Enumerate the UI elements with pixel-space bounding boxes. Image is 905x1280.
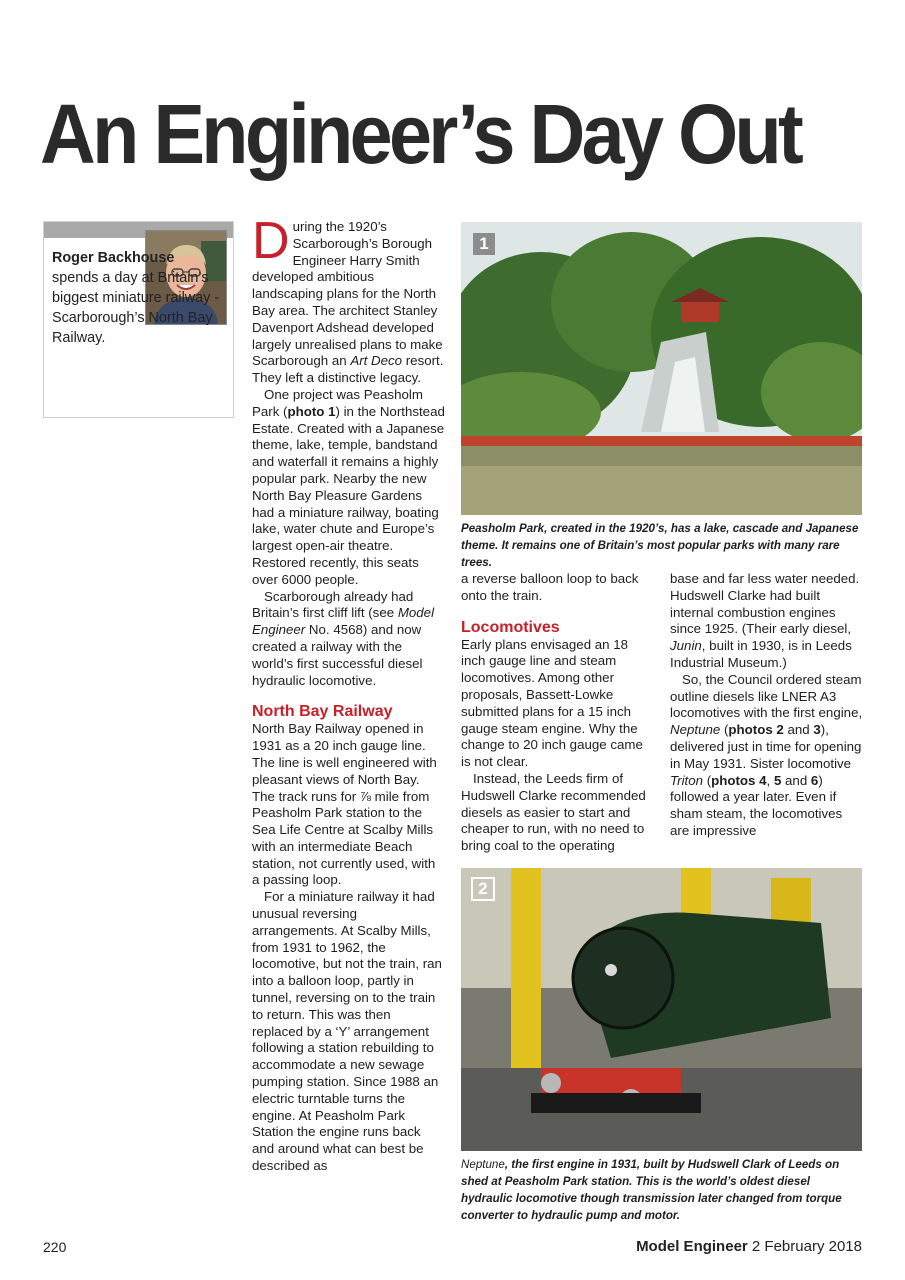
photo-number-badge-2: 2 xyxy=(471,877,495,901)
photo-caption-2: Neptune, the first engine in 1931, built by Hudswell Clark of Leeds on shed at Peasholm Park station. This is the world’s oldest diesel hydraulic locomotive though transmission later changed from torque converter to hydraulic pump and motor. xyxy=(461,1158,842,1222)
text-column-1 xyxy=(252,212,445,1175)
caption-loco-name: Neptune xyxy=(461,1158,505,1171)
page-number: 220 xyxy=(43,1239,67,1255)
article-title: An Engineer’s Day Out xyxy=(40,87,801,181)
paragraph-early-plans: Early plans envisaged an 18 inch gauge line and steam locomotives. Among other proposals, Bassett-Lowke submitted plans for a 15 inch gauge steam engine. Why the change to 20 inch gauge came is not clear. xyxy=(461,636,643,770)
paragraph-peasholm: One project was Peasholm Park (photo 1) in the Northstead Estate. Created with a Japanese theme, lake, temple, bandstand and waterfall it remains a highly popular park. Nearby the new North Bay Pleasure Gardens had a miniature railway, boating lake, water chute and Europe’s largest open-air theatre. Restored recently, this seats over 6000 people. xyxy=(252,386,445,587)
heading-locomotives: Locomotives xyxy=(461,618,560,636)
footer-publication xyxy=(636,1238,862,1255)
heading-north-bay-railway: North Bay Railway xyxy=(252,703,393,721)
paragraph-council: So, the Council ordered steam outline diesels like LNER A3 locomotives with the first engine, Neptune (photos 2 and 3), delivered just in time for opening in May 1931. Sister locomotive Triton (photos 4, 5 and 6) followed a year later. Even if sham steam, the locomotives are impressive xyxy=(670,671,863,838)
author-blurb xyxy=(52,248,227,348)
text-column-2 xyxy=(461,571,654,855)
paragraph-reversing: For a miniature railway it had unusual reversing arrangements. At Scalby Mills, from 1931 to 1962, the locomotive, but not the train, ran into a balloon loop, partly in tunnel, reversing on to the train to return. This was then replaced by a ‘Y’ arrangement following a station rebuilding to accommodate a new sewage pumping station. Since 1988 an electric turntable turns the engine. At Peasholm Park Station the engine runs back and around what can best be described as xyxy=(252,889,442,1174)
neptune-locomotive-image xyxy=(461,868,862,1151)
photo-peasholm-park xyxy=(461,222,862,515)
drop-cap: D xyxy=(252,212,290,270)
author-description: spends a day at Britain’s biggest miniature railway - Scarborough’s North Bay Railway. xyxy=(52,270,220,346)
paragraph-balloon: a reverse balloon loop to back onto the train. xyxy=(461,571,639,603)
author-box xyxy=(43,221,234,418)
paragraph-intro: During the 1920’s Scarborough’s Borough Engineer Harry Smith developed ambitious landscaping plans for the North Bay area. The architect Stanley Davenport Adshead developed largely unrealised plans to make Scarborough an Art Deco resort. They left a distinctive legacy. xyxy=(252,212,444,386)
paragraph-base: base and far less water needed. Hudswell Clarke had built internal combustion engines since 1925. (Their early diesel, Junin, built in 1930, is in Leeds Industrial Museum.) xyxy=(670,571,860,670)
text-column-3 xyxy=(670,571,863,840)
photo-neptune-locomotive xyxy=(461,868,862,1151)
paragraph-hudswell: Instead, the Leeds firm of Hudswell Clarke recommended diesels as easier to start and cheaper to run, with no need to bring coal to the operating xyxy=(461,770,646,854)
author-name: Roger Backhouse xyxy=(52,250,175,266)
photo-number-badge-1: 1 xyxy=(473,233,495,255)
footer-magazine-name: Model Engineer xyxy=(636,1238,748,1255)
paragraph-cliff-lift: Scarborough already had Britain’s first cliff lift (see Model Engineer No. 4568) and now created a railway with the world’s first successful diesel hydraulic locomotive. xyxy=(252,588,435,688)
paragraph-north-bay: North Bay Railway opened in 1931 as a 20 inch gauge line. The line is well engineered with pleasant views of North Bay. The track runs for ⅞ mile from Peasholm Park station to the Sea Life Centre at Scalby Mills with an intermediate Beach station, not currently used, with a passing loop. xyxy=(252,721,437,888)
peasholm-park-image xyxy=(461,222,862,515)
footer-date: 2 February 2018 xyxy=(751,1238,862,1255)
photo-caption-1: Peasholm Park, created in the 1920’s, has a lake, cascade and Japanese theme. It remains one of Britain’s most popular parks with many rare trees. xyxy=(461,522,859,569)
